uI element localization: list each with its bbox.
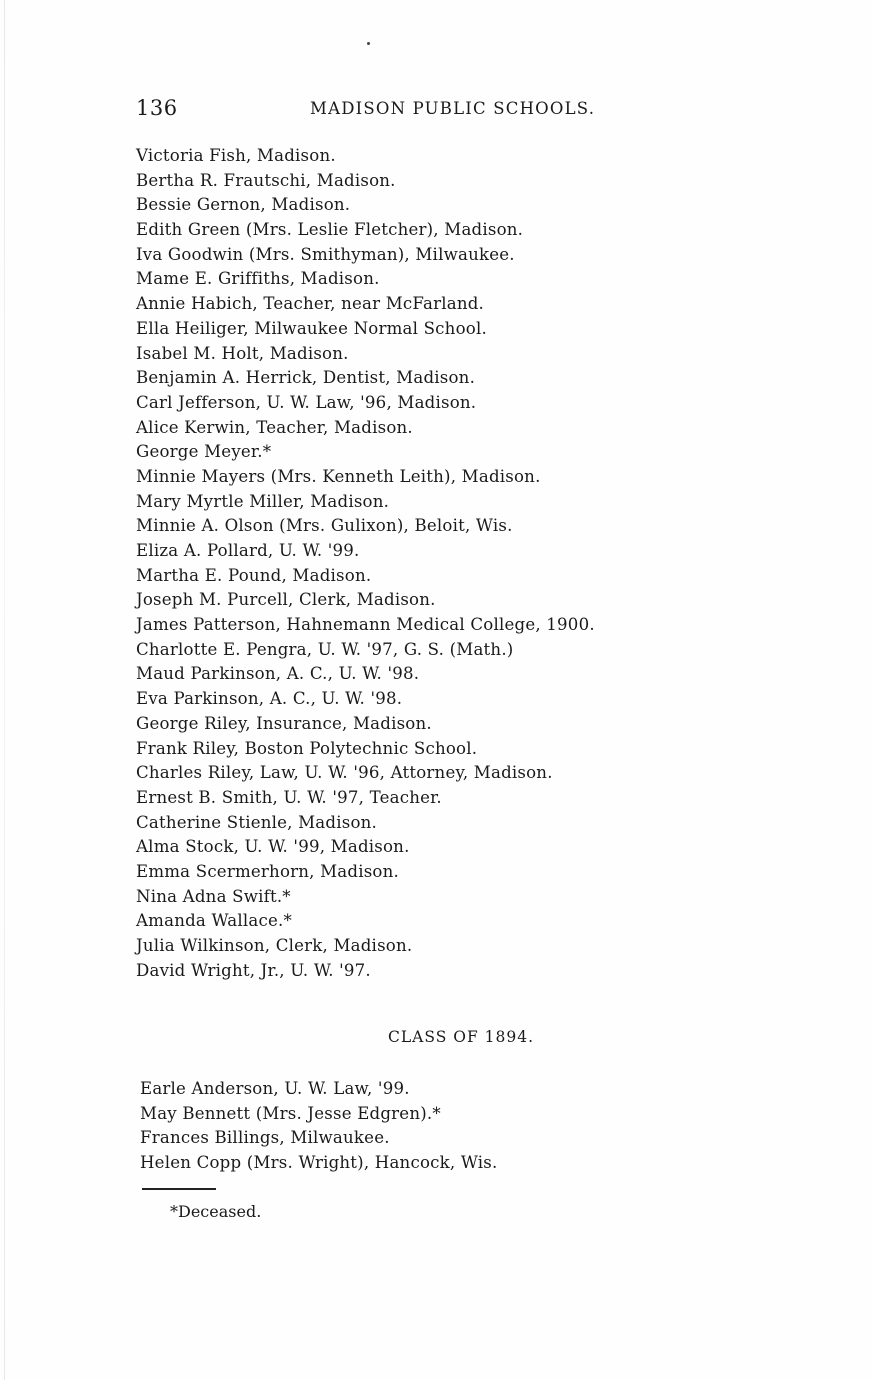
list-item: Frank Riley, Boston Polytechnic School. xyxy=(136,738,478,758)
list-item: May Bennett (Mrs. Jesse Edgren).* xyxy=(140,1103,441,1123)
list-item: Charlotte E. Pengra, U. W. '97, G. S. (Math.) xyxy=(136,639,514,659)
list-item: Alma Stock, U. W. '99, Madison. xyxy=(136,837,410,857)
list-item: Earle Anderson, U. W. Law, '99. xyxy=(140,1079,410,1098)
list-item: Eva Parkinson, A. C., U. W. '98. xyxy=(136,689,403,709)
list-item: George Meyer.* xyxy=(136,442,272,462)
list-item: George Riley, Insurance, Madison. xyxy=(136,713,432,733)
list-item: David Wright, Jr., U. W. '97. xyxy=(136,960,371,980)
list-item: Nina Adna Swift.* xyxy=(136,886,291,906)
list-item: Charles Riley, Law, U. W. '96, Attorney, Madison. xyxy=(136,763,553,783)
footnote: *Deceased. xyxy=(170,1202,262,1221)
list-item: Isabel M. Holt, Madison. xyxy=(136,343,349,363)
list-item: Bertha R. Frautschi, Madison. xyxy=(136,170,396,190)
running-head: MADISON PUBLIC SCHOOLS. xyxy=(310,99,596,118)
footnote-divider xyxy=(142,1188,216,1190)
ink-speck xyxy=(367,42,370,45)
list-item: Annie Habich, Teacher, near McFarland. xyxy=(136,294,485,314)
list-item: Victoria Fish, Madison. xyxy=(136,146,336,165)
list-item: Frances Billings, Milwaukee. xyxy=(140,1128,390,1148)
list-item: Iva Goodwin (Mrs. Smithyman), Milwaukee. xyxy=(136,244,515,264)
list-item: Edith Green (Mrs. Leslie Fletcher), Madison. xyxy=(136,220,524,240)
list-item: Mame E. Griffiths, Madison. xyxy=(136,269,380,289)
list-item: Catherine Stienle, Madison. xyxy=(136,812,377,832)
page-number: 136 xyxy=(136,96,178,120)
list-item: Julia Wilkinson, Clerk, Madison. xyxy=(136,936,413,955)
list-item: Bessie Gernon, Madison. xyxy=(136,195,351,215)
list-item: Helen Copp (Mrs. Wright), Hancock, Wis. xyxy=(140,1153,498,1173)
list-item: Amanda Wallace.* xyxy=(136,911,292,931)
class-1894-list xyxy=(140,1077,498,1176)
list-item: Eliza A. Pollard, U. W. '99. xyxy=(136,541,360,560)
page-header xyxy=(136,96,606,124)
list-item: Martha E. Pound, Madison. xyxy=(136,565,372,585)
list-item: Mary Myrtle Miller, Madison. xyxy=(136,491,390,511)
class-heading: CLASS OF 1894. xyxy=(388,1028,534,1046)
list-item: Maud Parkinson, A. C., U. W. '98. xyxy=(136,664,420,684)
list-item: Alice Kerwin, Teacher, Madison. xyxy=(136,417,413,437)
scan-edge-line xyxy=(4,0,5,1380)
list-item: James Patterson, Hahnemann Medical College, 1900. xyxy=(136,615,595,635)
list-item: Minnie Mayers (Mrs. Kenneth Leith), Madison. xyxy=(136,466,541,486)
list-item: Ernest B. Smith, U. W. '97, Teacher. xyxy=(136,787,442,807)
list-item: Ella Heiliger, Milwaukee Normal School. xyxy=(136,318,487,338)
list-item: Joseph M. Purcell, Clerk, Madison. xyxy=(136,590,436,610)
alumni-list xyxy=(136,144,595,983)
list-item: Benjamin A. Herrick, Dentist, Madison. xyxy=(136,368,476,388)
list-item: Minnie A. Olson (Mrs. Gulixon), Beloit, Wis. xyxy=(136,516,513,536)
list-item: Carl Jefferson, U. W. Law, '96, Madison. xyxy=(136,392,477,412)
list-item: Emma Scermerhorn, Madison. xyxy=(136,861,399,881)
